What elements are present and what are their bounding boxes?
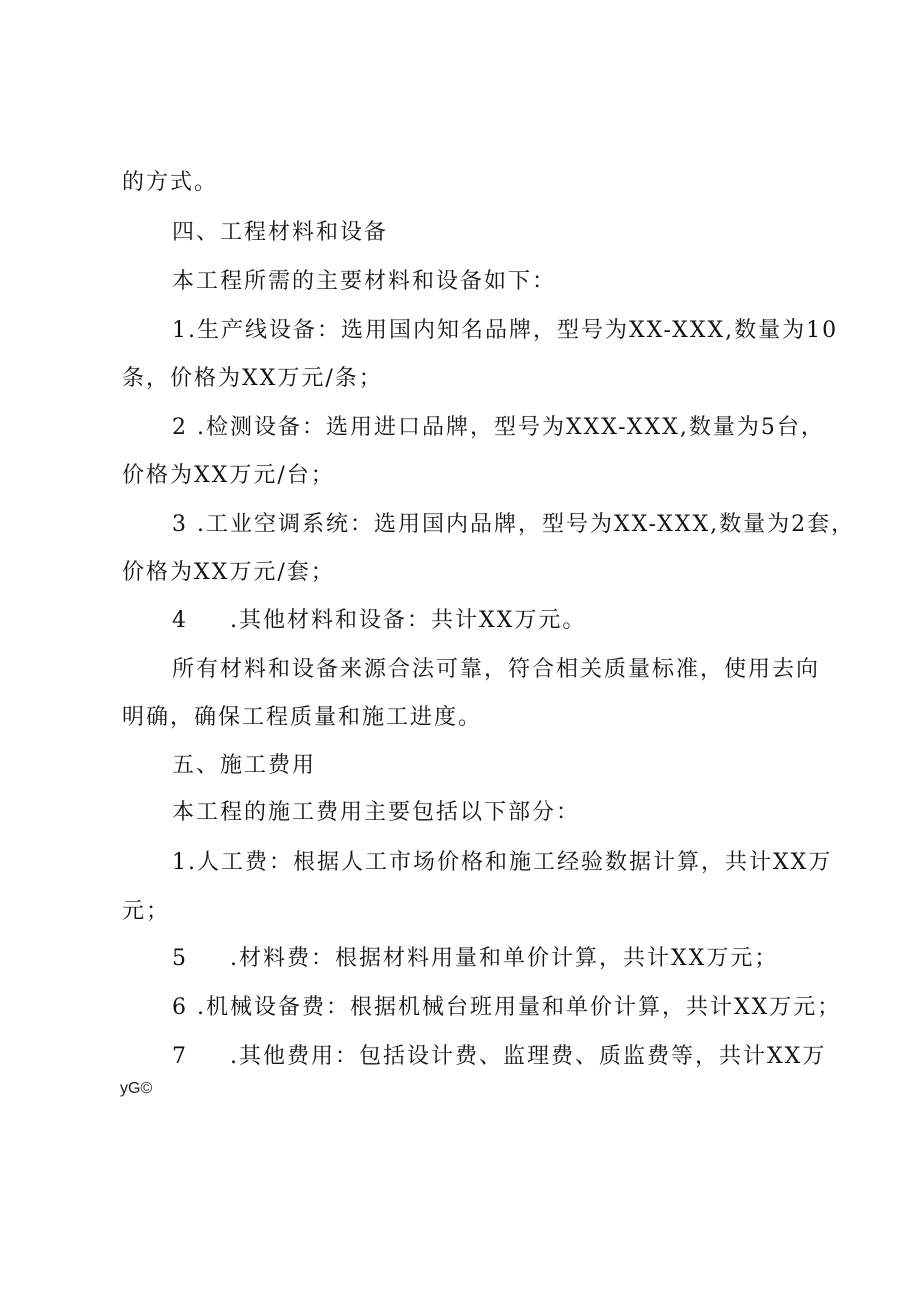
paragraph-line: 本工程所需的主要材料和设备如下： xyxy=(172,269,557,294)
list-item-line: 3 .工业空调系统：选用国内品牌，型号为XX-XXX,数量为2套， xyxy=(172,512,856,537)
paragraph-line: 所有材料和设备来源合法可靠，符合相关质量标准，使用去向 xyxy=(172,657,821,682)
list-item-line: .其他材料和设备：共计XX万元。 xyxy=(230,608,587,633)
paragraph-line: 明确，确保工程质量和施工进度。 xyxy=(122,705,483,730)
paragraph-line: 的方式。 xyxy=(122,170,219,195)
list-item-line: 价格为XX万元/套； xyxy=(122,560,335,585)
list-item-line: .其他费用：包括设计费、监理费、质监费等，共计XX万 xyxy=(230,1044,827,1069)
list-item-line: 条，价格为XX万元/条； xyxy=(122,366,383,391)
section-heading: 五、施工费用 xyxy=(172,753,317,778)
list-item-line: 2 .检测设备：选用进口品牌，型号为XXX-XXX,数量为5台， xyxy=(172,415,825,440)
section-heading: 四、工程材料和设备 xyxy=(172,220,389,245)
paragraph-line: 本工程的施工费用主要包括以下部分： xyxy=(172,800,581,825)
list-item-line: 元； xyxy=(122,899,171,924)
footer-mark: yG© xyxy=(120,1080,153,1097)
list-item-number: 4 xyxy=(172,608,188,633)
list-item-line: 价格为XX万元/台； xyxy=(122,463,335,488)
list-item-number: 5 xyxy=(172,946,188,971)
list-item-line: .材料费：根据材料用量和单价计算，共计XX万元； xyxy=(230,946,779,971)
list-item-line: 1.人工费：根据人工市场价格和施工经验数据计算，共计XX万 xyxy=(172,850,833,875)
list-item-line: 6 .机械设备费：根据机械台班用量和单价计算，共计XX万元； xyxy=(172,995,842,1020)
list-item-line: 1.生产线设备：选用国内知名品牌，型号为XX-XXX,数量为10 xyxy=(172,318,839,343)
list-item-number: 7 xyxy=(172,1044,188,1069)
